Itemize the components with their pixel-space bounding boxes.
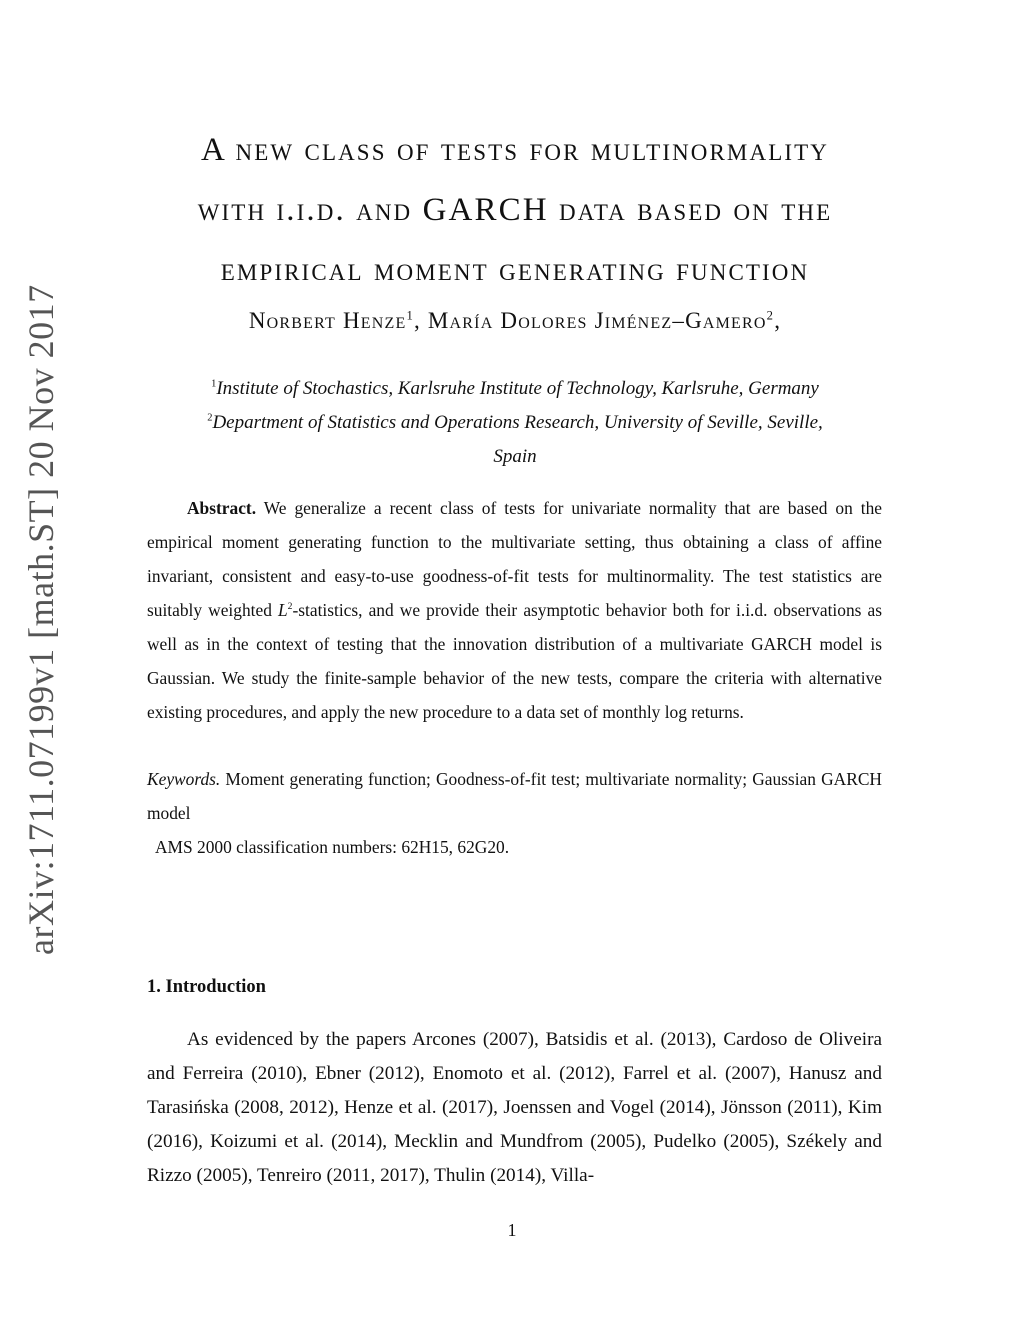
keywords-label: Keywords. bbox=[147, 769, 221, 789]
arxiv-identifier: arXiv:1711.07199v1 [math.ST] 20 Nov 2017 bbox=[21, 284, 61, 955]
affiliation-2 bbox=[140, 406, 890, 440]
affiliations bbox=[140, 372, 890, 474]
author-affiliation-mark: 2 bbox=[766, 308, 775, 323]
author-list bbox=[90, 308, 940, 334]
ams-classification: AMS 2000 classification numbers: 62H15, 62G20. bbox=[155, 837, 510, 857]
abstract-label: Abstract. bbox=[187, 498, 257, 518]
abstract bbox=[147, 491, 882, 729]
affiliation-2-continued: Spain bbox=[493, 446, 537, 467]
math-l: L bbox=[278, 600, 288, 620]
keywords bbox=[147, 762, 882, 830]
affiliation-1 bbox=[140, 372, 890, 406]
page-number: 1 bbox=[507, 1220, 517, 1240]
title-line-3: empirical moment generating function bbox=[220, 252, 810, 288]
title-line-1: A new class of tests for multinormality bbox=[201, 132, 829, 168]
math-superscript: 2 bbox=[287, 601, 293, 613]
introduction-paragraph: As evidenced by the papers Arcones (2007), Batsidis et al. (2013), Cardoso de Oliveira and Ferreira (2010), Ebner (2012), Enomoto et al. (2012), Farrel et al. (2007), Hanusz and Tarasińska (2008, 2012), Henze et al. (2017), Joenssen and Vogel (2014), Jönsson (2011), Kim (2016), Koizumi et al. (2014), Mecklin and Mundfrom (2005), Pudelko (2005), Székely and Rizzo (2005), Tenreiro (2011, 2017), Thulin (2014), Villa- bbox=[147, 1029, 882, 1186]
paper-title bbox=[90, 120, 940, 300]
keywords-text: Moment generating function; Goodness-of-fit test; multivariate normality; Gaussian GARCH model bbox=[147, 769, 882, 823]
affiliation-mark: 1 bbox=[211, 378, 217, 390]
author-affiliation-mark: 1 bbox=[406, 308, 414, 323]
author-separator: , bbox=[413, 308, 428, 333]
title-line-2: with i.i.d. and GARCH data based on the bbox=[197, 192, 833, 228]
author-name: Norbert Henze bbox=[248, 308, 407, 333]
section-heading: 1. Introduction bbox=[147, 977, 266, 997]
affiliation-mark: 2 bbox=[207, 412, 213, 424]
author-trailing: , bbox=[774, 308, 782, 333]
abstract-text: We generalize a recent class of tests for univariate normality that are based on the empirical moment generating function to the multivariate setting, thus obtaining a class of affine invariant, consistent and easy-to-use goodness-of-fit tests for multinormality. The test statistics are suitably weighted bbox=[147, 498, 882, 620]
author-name: María Dolores Jiménez–Gamero bbox=[427, 308, 767, 333]
affiliation-text: Department of Statistics and Operations Research, University of Seville, Seville, bbox=[212, 412, 823, 433]
abstract-text-continued: -statistics, and we provide their asymptotic behavior both for i.i.d. observations as well as in the context of testing that the innovation distribution of a multivariate GARCH model is Gaussian. We study the finite-sample behavior of the new tests, compare the criteria with alternative existing procedures, and apply the new procedure to a data set of monthly log returns. bbox=[147, 600, 882, 722]
affiliation-text: Institute of Stochastics, Karlsruhe Institute of Technology, Karlsruhe, Germany bbox=[216, 378, 819, 399]
